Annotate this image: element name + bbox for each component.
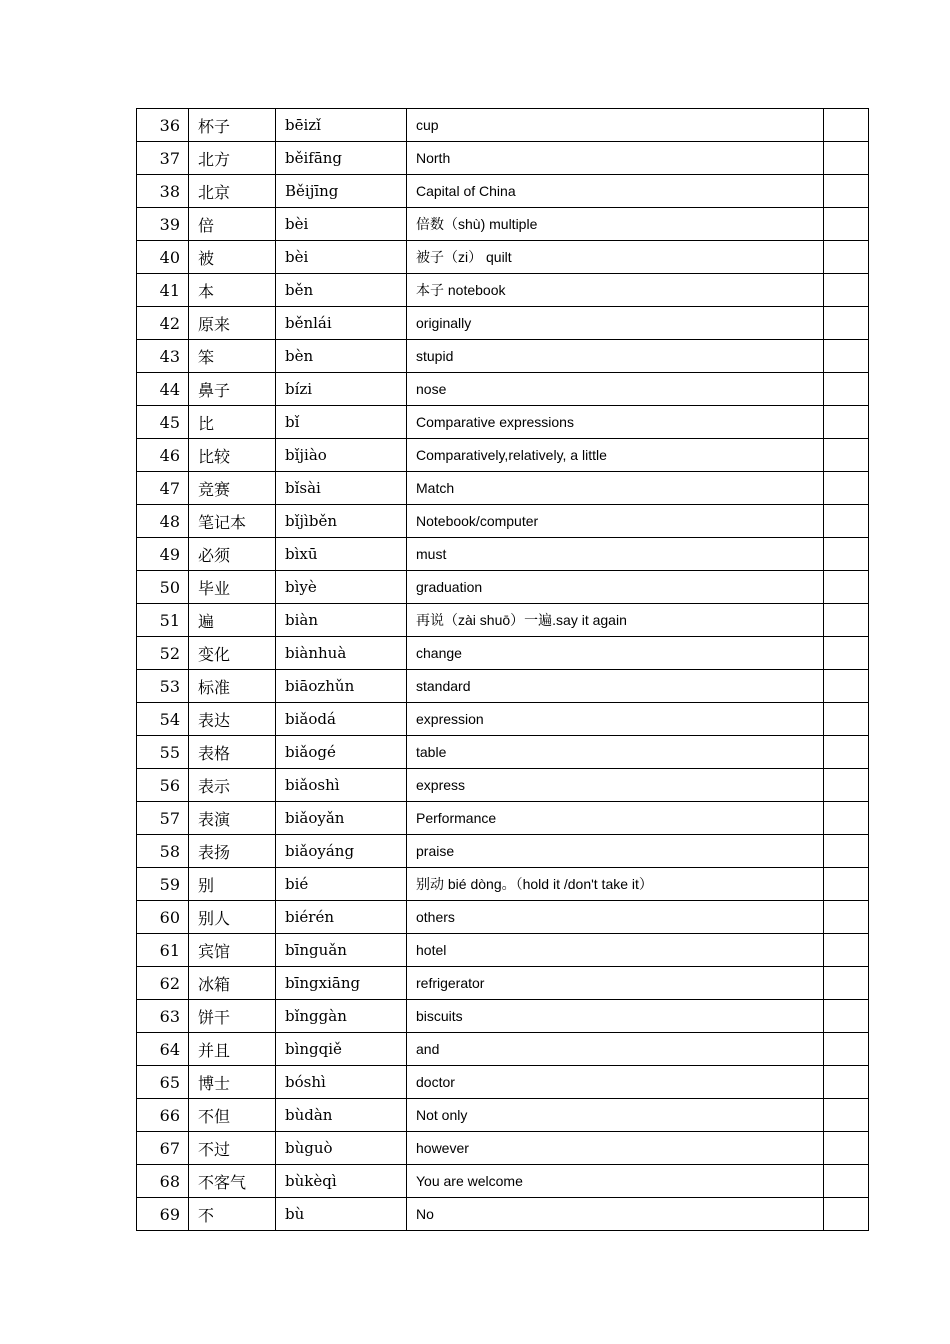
row-number: 58 (137, 835, 189, 868)
hanzi-cell: 饼干 (189, 1000, 276, 1033)
english-cell: Performance (407, 802, 824, 835)
empty-cell (824, 769, 869, 802)
english-cell: 倍数（shù) multiple (407, 208, 824, 241)
hanzi-cell: 冰箱 (189, 967, 276, 1000)
english-cell: however (407, 1132, 824, 1165)
row-number: 47 (137, 472, 189, 505)
empty-cell (824, 670, 869, 703)
empty-cell (824, 1066, 869, 1099)
pinyin-cell: biǎodá (276, 703, 407, 736)
hanzi-cell: 本 (189, 274, 276, 307)
empty-cell (824, 967, 869, 1000)
table-row (137, 538, 869, 571)
row-number: 64 (137, 1033, 189, 1066)
empty-cell (824, 208, 869, 241)
row-number: 56 (137, 769, 189, 802)
pinyin-cell: bǐsài (276, 472, 407, 505)
pinyin-cell: bùkèqì (276, 1165, 407, 1198)
row-number: 55 (137, 736, 189, 769)
table-row (137, 1165, 869, 1198)
english-cell: 被子（zi） quilt (407, 241, 824, 274)
empty-cell (824, 505, 869, 538)
pinyin-cell: běn (276, 274, 407, 307)
hanzi-cell: 杯子 (189, 109, 276, 142)
empty-cell (824, 241, 869, 274)
pinyin-cell: bēizǐ (276, 109, 407, 142)
english-cell: cup (407, 109, 824, 142)
empty-cell (824, 175, 869, 208)
table-row (137, 1000, 869, 1033)
pinyin-cell: bìxū (276, 538, 407, 571)
table-row (137, 1066, 869, 1099)
hanzi-cell: 表达 (189, 703, 276, 736)
pinyin-cell: bìyè (276, 571, 407, 604)
english-cell: hotel (407, 934, 824, 967)
english-cell: table (407, 736, 824, 769)
hanzi-cell: 被 (189, 241, 276, 274)
hanzi-cell: 原来 (189, 307, 276, 340)
pinyin-cell: běifāng (276, 142, 407, 175)
empty-cell (824, 637, 869, 670)
row-number: 41 (137, 274, 189, 307)
empty-cell (824, 340, 869, 373)
pinyin-cell: bié (276, 868, 407, 901)
table-row (137, 406, 869, 439)
english-cell: refrigerator (407, 967, 824, 1000)
pinyin-cell: bèn (276, 340, 407, 373)
pinyin-cell: bùguò (276, 1132, 407, 1165)
row-number: 63 (137, 1000, 189, 1033)
row-number: 65 (137, 1066, 189, 1099)
hanzi-cell: 标准 (189, 670, 276, 703)
table-row (137, 109, 869, 142)
pinyin-cell: bóshì (276, 1066, 407, 1099)
english-cell: Capital of China (407, 175, 824, 208)
english-cell: graduation (407, 571, 824, 604)
table-row (137, 208, 869, 241)
row-number: 48 (137, 505, 189, 538)
empty-cell (824, 736, 869, 769)
table-row (137, 670, 869, 703)
empty-cell (824, 142, 869, 175)
row-number: 66 (137, 1099, 189, 1132)
empty-cell (824, 934, 869, 967)
row-number: 50 (137, 571, 189, 604)
hanzi-cell: 鼻子 (189, 373, 276, 406)
english-cell: nose (407, 373, 824, 406)
hanzi-cell: 表格 (189, 736, 276, 769)
row-number: 68 (137, 1165, 189, 1198)
row-number: 43 (137, 340, 189, 373)
pinyin-cell: biàn (276, 604, 407, 637)
table-row (137, 802, 869, 835)
empty-cell (824, 472, 869, 505)
table-row (137, 1099, 869, 1132)
table-row (137, 769, 869, 802)
pinyin-cell: bùdàn (276, 1099, 407, 1132)
hanzi-cell: 不但 (189, 1099, 276, 1132)
english-cell: change (407, 637, 824, 670)
pinyin-cell: biǎoyáng (276, 835, 407, 868)
hanzi-cell: 别 (189, 868, 276, 901)
empty-cell (824, 571, 869, 604)
hanzi-cell: 并且 (189, 1033, 276, 1066)
table-row (137, 901, 869, 934)
empty-cell (824, 538, 869, 571)
english-cell: Match (407, 472, 824, 505)
row-number: 60 (137, 901, 189, 934)
row-number: 36 (137, 109, 189, 142)
empty-cell (824, 1033, 869, 1066)
english-cell: You are welcome (407, 1165, 824, 1198)
table-row (137, 1132, 869, 1165)
row-number: 53 (137, 670, 189, 703)
row-number: 44 (137, 373, 189, 406)
pinyin-cell: bǐjiào (276, 439, 407, 472)
row-number: 62 (137, 967, 189, 1000)
table-row (137, 340, 869, 373)
row-number: 38 (137, 175, 189, 208)
empty-cell (824, 1198, 869, 1231)
table-row (137, 835, 869, 868)
hanzi-cell: 竞赛 (189, 472, 276, 505)
english-cell: originally (407, 307, 824, 340)
english-cell: others (407, 901, 824, 934)
empty-cell (824, 406, 869, 439)
pinyin-cell: biāozhǔn (276, 670, 407, 703)
row-number: 46 (137, 439, 189, 472)
hanzi-cell: 表演 (189, 802, 276, 835)
table-row (137, 571, 869, 604)
english-cell: Comparatively,relatively, a little (407, 439, 824, 472)
row-number: 54 (137, 703, 189, 736)
hanzi-cell: 变化 (189, 637, 276, 670)
pinyin-cell: bìngqiě (276, 1033, 407, 1066)
table-row (137, 736, 869, 769)
pinyin-cell: bèi (276, 241, 407, 274)
hanzi-cell: 笨 (189, 340, 276, 373)
hanzi-cell: 不过 (189, 1132, 276, 1165)
empty-cell (824, 703, 869, 736)
table-row (137, 373, 869, 406)
hanzi-cell: 别人 (189, 901, 276, 934)
table-row (137, 472, 869, 505)
table-row (137, 1033, 869, 1066)
table-row (137, 142, 869, 175)
row-number: 51 (137, 604, 189, 637)
pinyin-cell: bù (276, 1198, 407, 1231)
row-number: 69 (137, 1198, 189, 1231)
pinyin-cell: bǐjìběn (276, 505, 407, 538)
hanzi-cell: 比 (189, 406, 276, 439)
hanzi-cell: 毕业 (189, 571, 276, 604)
table-row (137, 1198, 869, 1231)
hanzi-cell: 表扬 (189, 835, 276, 868)
pinyin-cell: bèi (276, 208, 407, 241)
pinyin-cell: bǐnggàn (276, 1000, 407, 1033)
table-row (137, 967, 869, 1000)
table-row (137, 868, 869, 901)
english-cell: stupid (407, 340, 824, 373)
pinyin-cell: bízi (276, 373, 407, 406)
row-number: 37 (137, 142, 189, 175)
empty-cell (824, 1165, 869, 1198)
hanzi-cell: 表示 (189, 769, 276, 802)
table-row (137, 703, 869, 736)
pinyin-cell: běnlái (276, 307, 407, 340)
empty-cell (824, 439, 869, 472)
english-cell: 别动 bié dòng。（hold it /don't take it） (407, 868, 824, 901)
pinyin-cell: Běijīng (276, 175, 407, 208)
hanzi-cell: 倍 (189, 208, 276, 241)
hanzi-cell: 宾馆 (189, 934, 276, 967)
empty-cell (824, 373, 869, 406)
english-cell: Not only (407, 1099, 824, 1132)
empty-cell (824, 1000, 869, 1033)
english-cell: doctor (407, 1066, 824, 1099)
row-number: 40 (137, 241, 189, 274)
english-cell: expression (407, 703, 824, 736)
english-cell: must (407, 538, 824, 571)
empty-cell (824, 835, 869, 868)
english-cell: praise (407, 835, 824, 868)
empty-cell (824, 604, 869, 637)
pinyin-cell: bǐ (276, 406, 407, 439)
english-cell: 本子 notebook (407, 274, 824, 307)
empty-cell (824, 1132, 869, 1165)
english-cell: Notebook/computer (407, 505, 824, 538)
hanzi-cell: 不客气 (189, 1165, 276, 1198)
row-number: 49 (137, 538, 189, 571)
row-number: 61 (137, 934, 189, 967)
table-row (137, 307, 869, 340)
english-cell: Comparative expressions (407, 406, 824, 439)
english-cell: North (407, 142, 824, 175)
table-row (137, 439, 869, 472)
table-row (137, 934, 869, 967)
pinyin-cell: biànhuà (276, 637, 407, 670)
pinyin-cell: biérén (276, 901, 407, 934)
hanzi-cell: 北方 (189, 142, 276, 175)
hanzi-cell: 遍 (189, 604, 276, 637)
empty-cell (824, 868, 869, 901)
empty-cell (824, 802, 869, 835)
row-number: 59 (137, 868, 189, 901)
english-cell: 再说（zài shuō）一遍.say it again (407, 604, 824, 637)
empty-cell (824, 901, 869, 934)
row-number: 39 (137, 208, 189, 241)
table-row (137, 637, 869, 670)
row-number: 52 (137, 637, 189, 670)
hanzi-cell: 博士 (189, 1066, 276, 1099)
table-row (137, 604, 869, 637)
empty-cell (824, 109, 869, 142)
pinyin-cell: bīnguǎn (276, 934, 407, 967)
pinyin-cell: biǎogé (276, 736, 407, 769)
vocabulary-table-body (137, 109, 869, 1231)
empty-cell (824, 307, 869, 340)
english-cell: biscuits (407, 1000, 824, 1033)
hanzi-cell: 不 (189, 1198, 276, 1231)
hanzi-cell: 笔记本 (189, 505, 276, 538)
row-number: 45 (137, 406, 189, 439)
row-number: 42 (137, 307, 189, 340)
pinyin-cell: bīngxiāng (276, 967, 407, 1000)
table-row (137, 175, 869, 208)
table-row (137, 505, 869, 538)
vocabulary-table (136, 108, 869, 1231)
row-number: 67 (137, 1132, 189, 1165)
english-cell: and (407, 1033, 824, 1066)
english-cell: express (407, 769, 824, 802)
row-number: 57 (137, 802, 189, 835)
hanzi-cell: 比较 (189, 439, 276, 472)
table-row (137, 241, 869, 274)
empty-cell (824, 274, 869, 307)
english-cell: No (407, 1198, 824, 1231)
hanzi-cell: 北京 (189, 175, 276, 208)
table-row (137, 274, 869, 307)
pinyin-cell: biǎoshì (276, 769, 407, 802)
empty-cell (824, 1099, 869, 1132)
pinyin-cell: biǎoyǎn (276, 802, 407, 835)
hanzi-cell: 必须 (189, 538, 276, 571)
english-cell: standard (407, 670, 824, 703)
